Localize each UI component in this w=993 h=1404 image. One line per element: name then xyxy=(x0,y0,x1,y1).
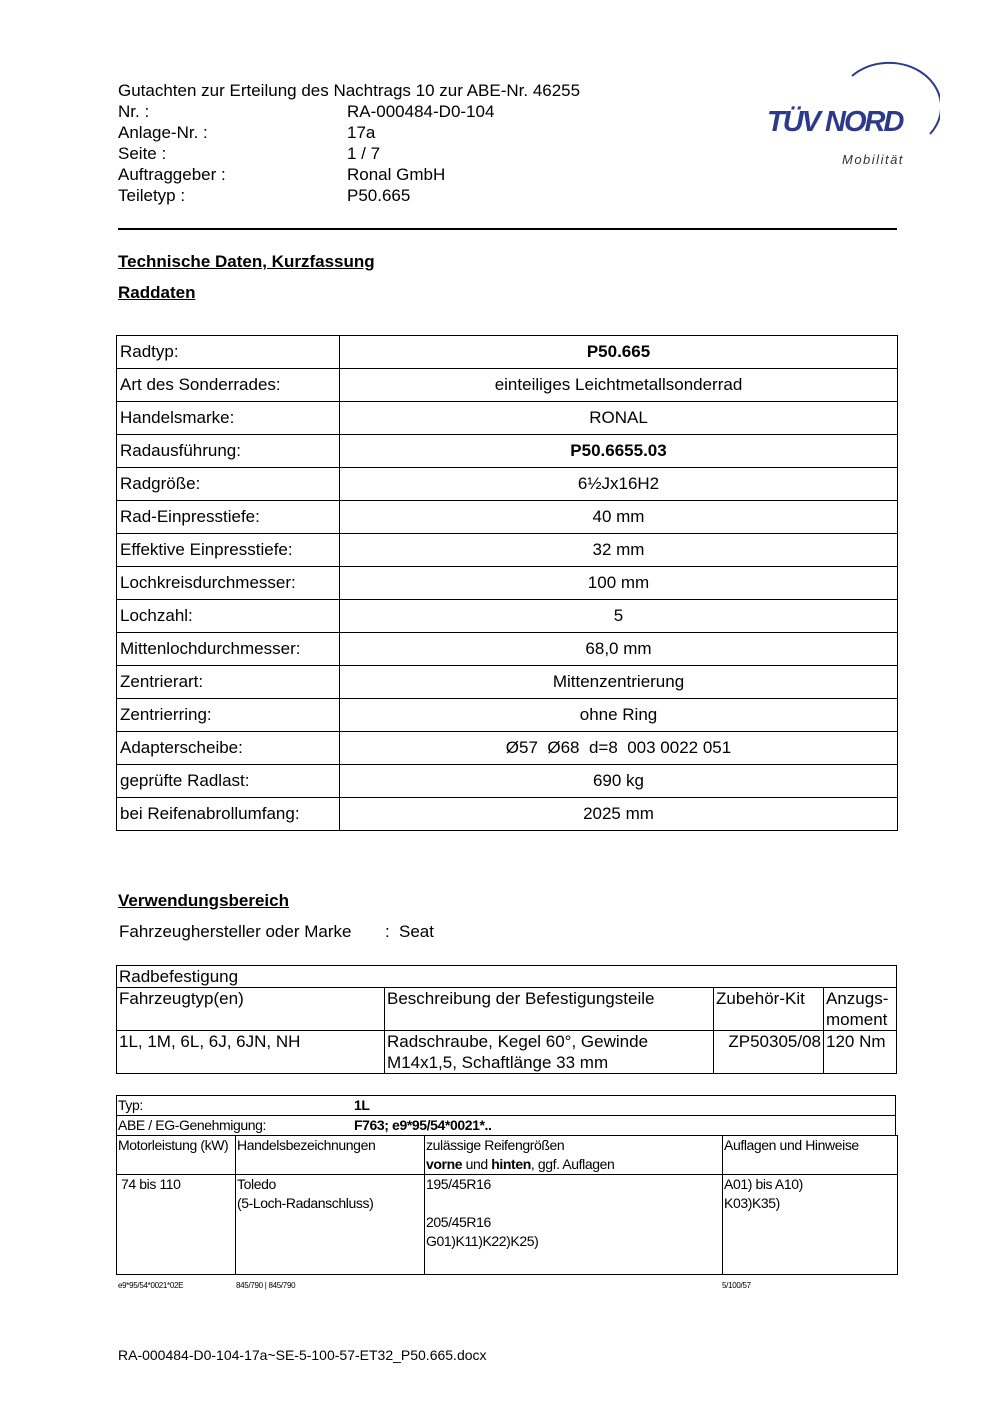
approval-value: F763; e9*95/54*0021*.. xyxy=(354,1117,492,1133)
footnote-approval: e9*95/54*0021*02E xyxy=(118,1281,184,1290)
front-label: vorne xyxy=(426,1156,463,1172)
cell-notes xyxy=(723,1175,898,1275)
table-row xyxy=(117,1031,897,1074)
row-value: RONAL xyxy=(340,402,898,435)
vehicle-footnotes xyxy=(116,1275,896,1290)
row-value: 5 xyxy=(340,600,898,633)
column-header: Zubehör-Kit xyxy=(714,988,824,1031)
table-header-row xyxy=(117,988,897,1031)
column-header: Anzugs-moment xyxy=(824,988,897,1031)
row-label: Handelsmarke: xyxy=(117,402,340,435)
row-value: Mittenzentrierung xyxy=(340,666,898,699)
and-label: und xyxy=(462,1156,492,1172)
tire-size: 195/45R16 xyxy=(426,1176,491,1192)
vehicle-type-table xyxy=(116,1095,896,1290)
row-value: Ø57 Ø68 d=8 003 0022 051 xyxy=(340,732,898,765)
column-header: Fahrzeugtyp(en) xyxy=(117,988,385,1031)
tuev-nord-logo xyxy=(760,56,940,172)
manufacturer-separator: : xyxy=(385,922,390,941)
table-row xyxy=(117,732,898,765)
row-value: P50.6655.03 xyxy=(340,435,898,468)
manufacturer-line xyxy=(119,922,434,942)
header-label: Anlage-Nr. : xyxy=(118,123,208,142)
vehicle-type-line xyxy=(116,1095,896,1115)
header-value: P50.665 xyxy=(347,186,411,205)
document-title: Gutachten zur Erteilung des Nachtrags 10 zur ABE-Nr. 46255 xyxy=(118,81,581,100)
row-label: Radtyp: xyxy=(117,336,340,369)
header-value: 17a xyxy=(347,123,376,142)
row-label: Effektive Einpresstiefe: xyxy=(117,534,340,567)
row-value: 40 mm xyxy=(340,501,898,534)
table-row xyxy=(117,369,898,402)
column-header-notes: Auflagen und Hinweise xyxy=(723,1136,898,1175)
mounting-table xyxy=(116,965,897,1074)
footnote-weights: 845/790 | 845/790 xyxy=(236,1281,296,1290)
mounting-title: Radbefestigung xyxy=(117,966,897,988)
table-header-row xyxy=(117,1136,898,1175)
table-row xyxy=(117,600,898,633)
section-heading-usage: Verwendungsbereich xyxy=(118,891,289,910)
row-value: ohne Ring xyxy=(340,699,898,732)
type-value: 1L xyxy=(354,1097,370,1113)
cell-description: Radschraube, Kegel 60°, Gewinde M14x1,5, Schaftlänge 33 mm xyxy=(385,1031,714,1074)
row-value: 690 kg xyxy=(340,765,898,798)
row-value: 6½Jx16H2 xyxy=(340,468,898,501)
footnote-pattern: 5/100/57 xyxy=(722,1281,751,1290)
table-row xyxy=(117,666,898,699)
cell-torque: 120 Nm xyxy=(824,1031,897,1074)
section-heading-technical: Technische Daten, Kurzfassung xyxy=(118,252,375,271)
table-row xyxy=(117,435,898,468)
cell-vehicle-types: 1L, 1M, 6L, 6J, 6JN, NH xyxy=(117,1031,385,1074)
column-header: Beschreibung der Befestigungsteile xyxy=(385,988,714,1031)
table-row xyxy=(117,567,898,600)
row-label: Art des Sonderrades: xyxy=(117,369,340,402)
manufacturer-label: Fahrzeughersteller oder Marke xyxy=(119,922,352,941)
table-row xyxy=(117,765,898,798)
column-header-power: Motorleistung (kW) xyxy=(117,1136,236,1175)
row-label: geprüfte Radlast: xyxy=(117,765,340,798)
table-row xyxy=(117,699,898,732)
header-row-teiletyp xyxy=(118,185,580,206)
header-label: Seite : xyxy=(118,144,167,163)
row-value: 2025 mm xyxy=(340,798,898,831)
header-value: RA-000484-D0-104 xyxy=(347,102,495,121)
column-header-tires xyxy=(425,1136,723,1175)
table-row xyxy=(117,534,898,567)
table-row xyxy=(117,336,898,369)
section-heading-wheel-data: Raddaten xyxy=(118,283,196,302)
cell-kit: ZP50305/08 xyxy=(714,1031,824,1074)
header-value: Ronal GmbH xyxy=(347,165,446,184)
column-header-names: Handelsbezeichnungen xyxy=(236,1136,425,1175)
table-row xyxy=(117,501,898,534)
row-value: 68,0 mm xyxy=(340,633,898,666)
row-label: Zentrierart: xyxy=(117,666,340,699)
row-value: 32 mm xyxy=(340,534,898,567)
header-row-nr xyxy=(118,101,580,122)
tire-size: 205/45R16 xyxy=(426,1214,491,1230)
cell-power: 74 bis 110 xyxy=(117,1175,236,1275)
document-filename: RA-000484-D0-104-17a~SE-5-100-57-ET32_P50.665.docx xyxy=(118,1347,487,1363)
tires-header-line: zulässige Reifengrößen xyxy=(426,1137,565,1153)
row-label: Lochzahl: xyxy=(117,600,340,633)
row-label: Zentrierring: xyxy=(117,699,340,732)
row-value: 100 mm xyxy=(340,567,898,600)
row-label: Rad-Einpresstiefe: xyxy=(117,501,340,534)
document-header xyxy=(118,80,580,206)
table-row xyxy=(117,633,898,666)
tires-header-line-2 xyxy=(426,1155,721,1174)
rear-label: hinten xyxy=(491,1156,531,1172)
header-value: 1 / 7 xyxy=(347,144,381,163)
note-line: A01) bis A10) xyxy=(724,1176,803,1192)
row-label: Adapterscheibe: xyxy=(117,732,340,765)
table-row xyxy=(117,468,898,501)
table-row xyxy=(117,798,898,831)
row-value: P50.665 xyxy=(340,336,898,369)
table-row xyxy=(117,402,898,435)
row-value: einteiliges Leichtmetallsonderrad xyxy=(340,369,898,402)
type-label: Typ: xyxy=(118,1097,143,1113)
header-label: Nr. : xyxy=(118,102,150,121)
header-divider xyxy=(118,228,897,230)
trade-name-sub: (5-Loch-Radanschluss) xyxy=(237,1195,374,1211)
tire-conditions: G01)K11)K22)K25) xyxy=(426,1233,539,1249)
logo-brand-text: TÜV NORD xyxy=(767,106,903,138)
cell-tires xyxy=(425,1175,723,1275)
header-row-seite xyxy=(118,143,580,164)
note-line: K03)K35) xyxy=(724,1195,780,1211)
table-row xyxy=(117,1175,898,1275)
logo-sub-text: Mobilität xyxy=(842,152,904,167)
row-label: Radausführung: xyxy=(117,435,340,468)
trade-name: Toledo xyxy=(237,1176,276,1192)
header-row-auftraggeber xyxy=(118,164,580,185)
approval-label: ABE / EG-Genehmigung: xyxy=(118,1117,267,1133)
conditions-label: , ggf. Auflagen xyxy=(530,1156,615,1172)
row-label: Lochkreisdurchmesser: xyxy=(117,567,340,600)
wheel-data-table xyxy=(116,335,898,831)
cell-trade-name xyxy=(236,1175,425,1275)
row-label: Mittenlochdurchmesser: xyxy=(117,633,340,666)
manufacturer-value: Seat xyxy=(399,922,434,941)
header-label: Auftraggeber : xyxy=(118,165,226,184)
vehicle-grid xyxy=(116,1135,898,1275)
row-label: Radgröße: xyxy=(117,468,340,501)
header-label: Teiletyp : xyxy=(118,186,186,205)
table-row xyxy=(117,966,897,988)
header-row-anlage xyxy=(118,122,580,143)
approval-line xyxy=(116,1115,896,1135)
row-label: bei Reifenabrollumfang: xyxy=(117,798,340,831)
